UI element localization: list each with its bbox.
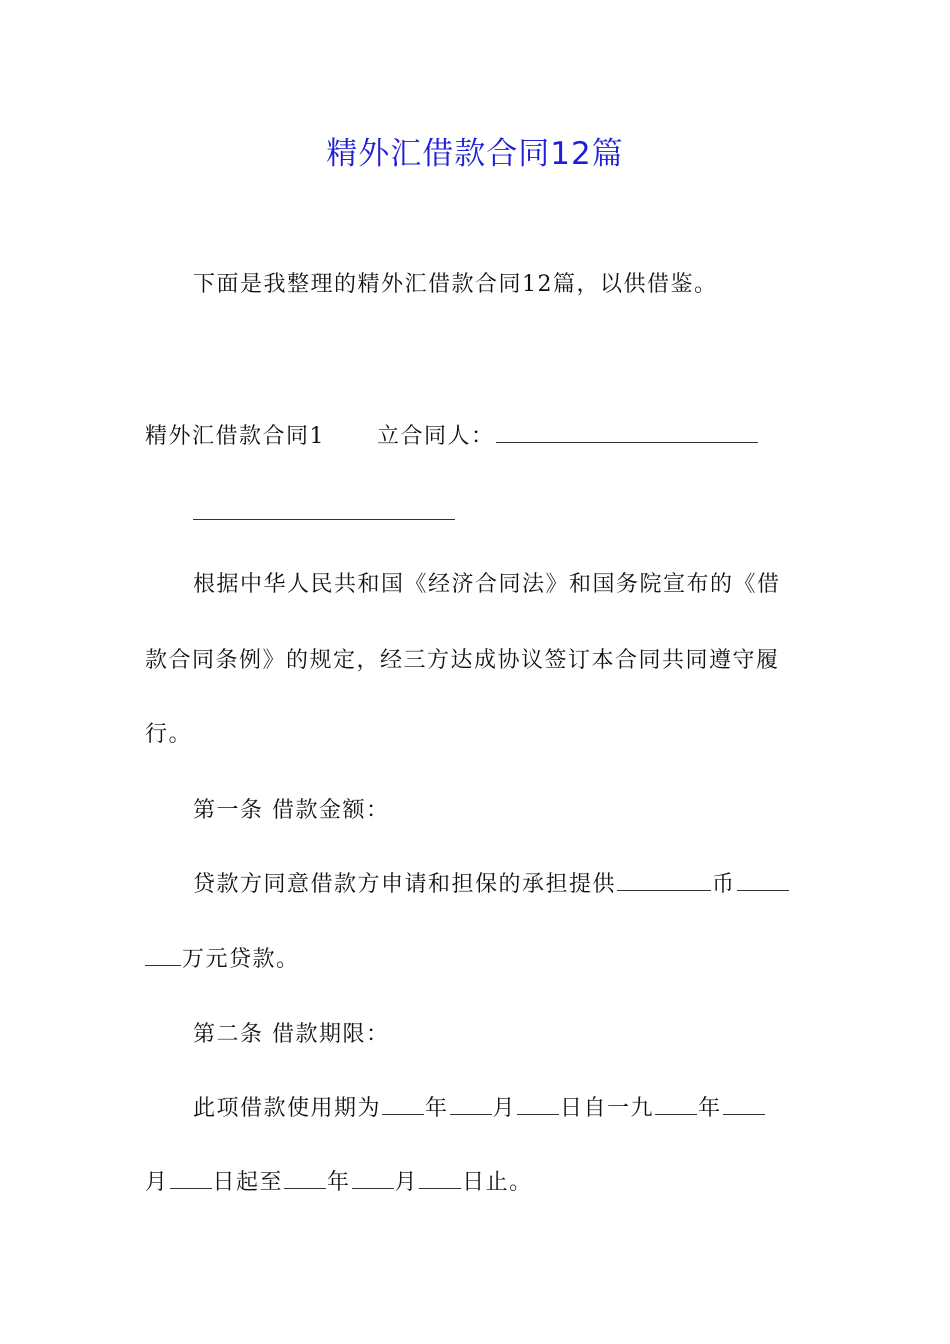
article-2-text-d: 日自一九 [560, 1096, 655, 1121]
year-blank-1 [382, 1094, 424, 1115]
currency-blank [617, 870, 711, 891]
year-blank-2 [655, 1094, 697, 1115]
article-2-line-1 [193, 1094, 766, 1124]
intro-paragraph: 下面是我整理的精外汇借款合同12篇，以供借鉴。 [193, 272, 718, 297]
parties-label: 立合同人： [377, 424, 495, 449]
day-blank-3 [419, 1168, 461, 1189]
day-blank-1 [517, 1094, 559, 1115]
article-2-text-h: 年 [327, 1170, 351, 1195]
article-1-text-b: 币 [712, 872, 736, 897]
amount-blank-end [145, 945, 181, 966]
article-1-line-2 [145, 945, 300, 975]
party-b-blank [193, 518, 455, 520]
article-2-text-a: 此项借款使用期为 [193, 1096, 382, 1121]
month-blank-1 [450, 1094, 492, 1115]
article-1-text-a: 贷款方同意借款方申请和担保的承担提供 [193, 872, 617, 897]
article-2-text-i: 月 [394, 1170, 419, 1195]
article-2-title: 第二条 借款期限： [193, 1022, 390, 1047]
party-a-blank [496, 422, 758, 443]
month-blank-3 [352, 1168, 394, 1189]
document-title: 精外汇借款合同12篇 [326, 136, 624, 172]
article-2-text-c: 月 [492, 1096, 517, 1121]
article-2-text-b: 年 [425, 1096, 449, 1121]
article-2-text-g: 日起至 [212, 1170, 284, 1195]
article-2-text-j: 日止。 [462, 1170, 533, 1195]
year-blank-3 [284, 1168, 326, 1189]
amount-blank-start [737, 870, 789, 891]
article-1-line-1 [193, 870, 790, 900]
day-blank-2 [170, 1168, 212, 1189]
article-2-text-f: 月 [145, 1170, 169, 1195]
para1-line-1: 根据中华人民共和国《经济合同法》和国务院宣布的《借 [193, 572, 781, 597]
article-1-text-c: 万元贷款。 [182, 947, 300, 972]
contract-1-heading: 精外汇借款合同1 [145, 424, 325, 449]
para1-line-2: 款合同条例》的规定，经三方达成协议签订本合同共同遵守履 [145, 648, 780, 673]
article-2-line-2 [145, 1168, 533, 1198]
article-1-title: 第一条 借款金额： [193, 798, 390, 823]
month-blank-2 [723, 1094, 765, 1115]
para1-line-3: 行。 [145, 722, 193, 747]
contract-heading-row [145, 422, 759, 452]
article-2-text-e: 年 [698, 1096, 722, 1121]
